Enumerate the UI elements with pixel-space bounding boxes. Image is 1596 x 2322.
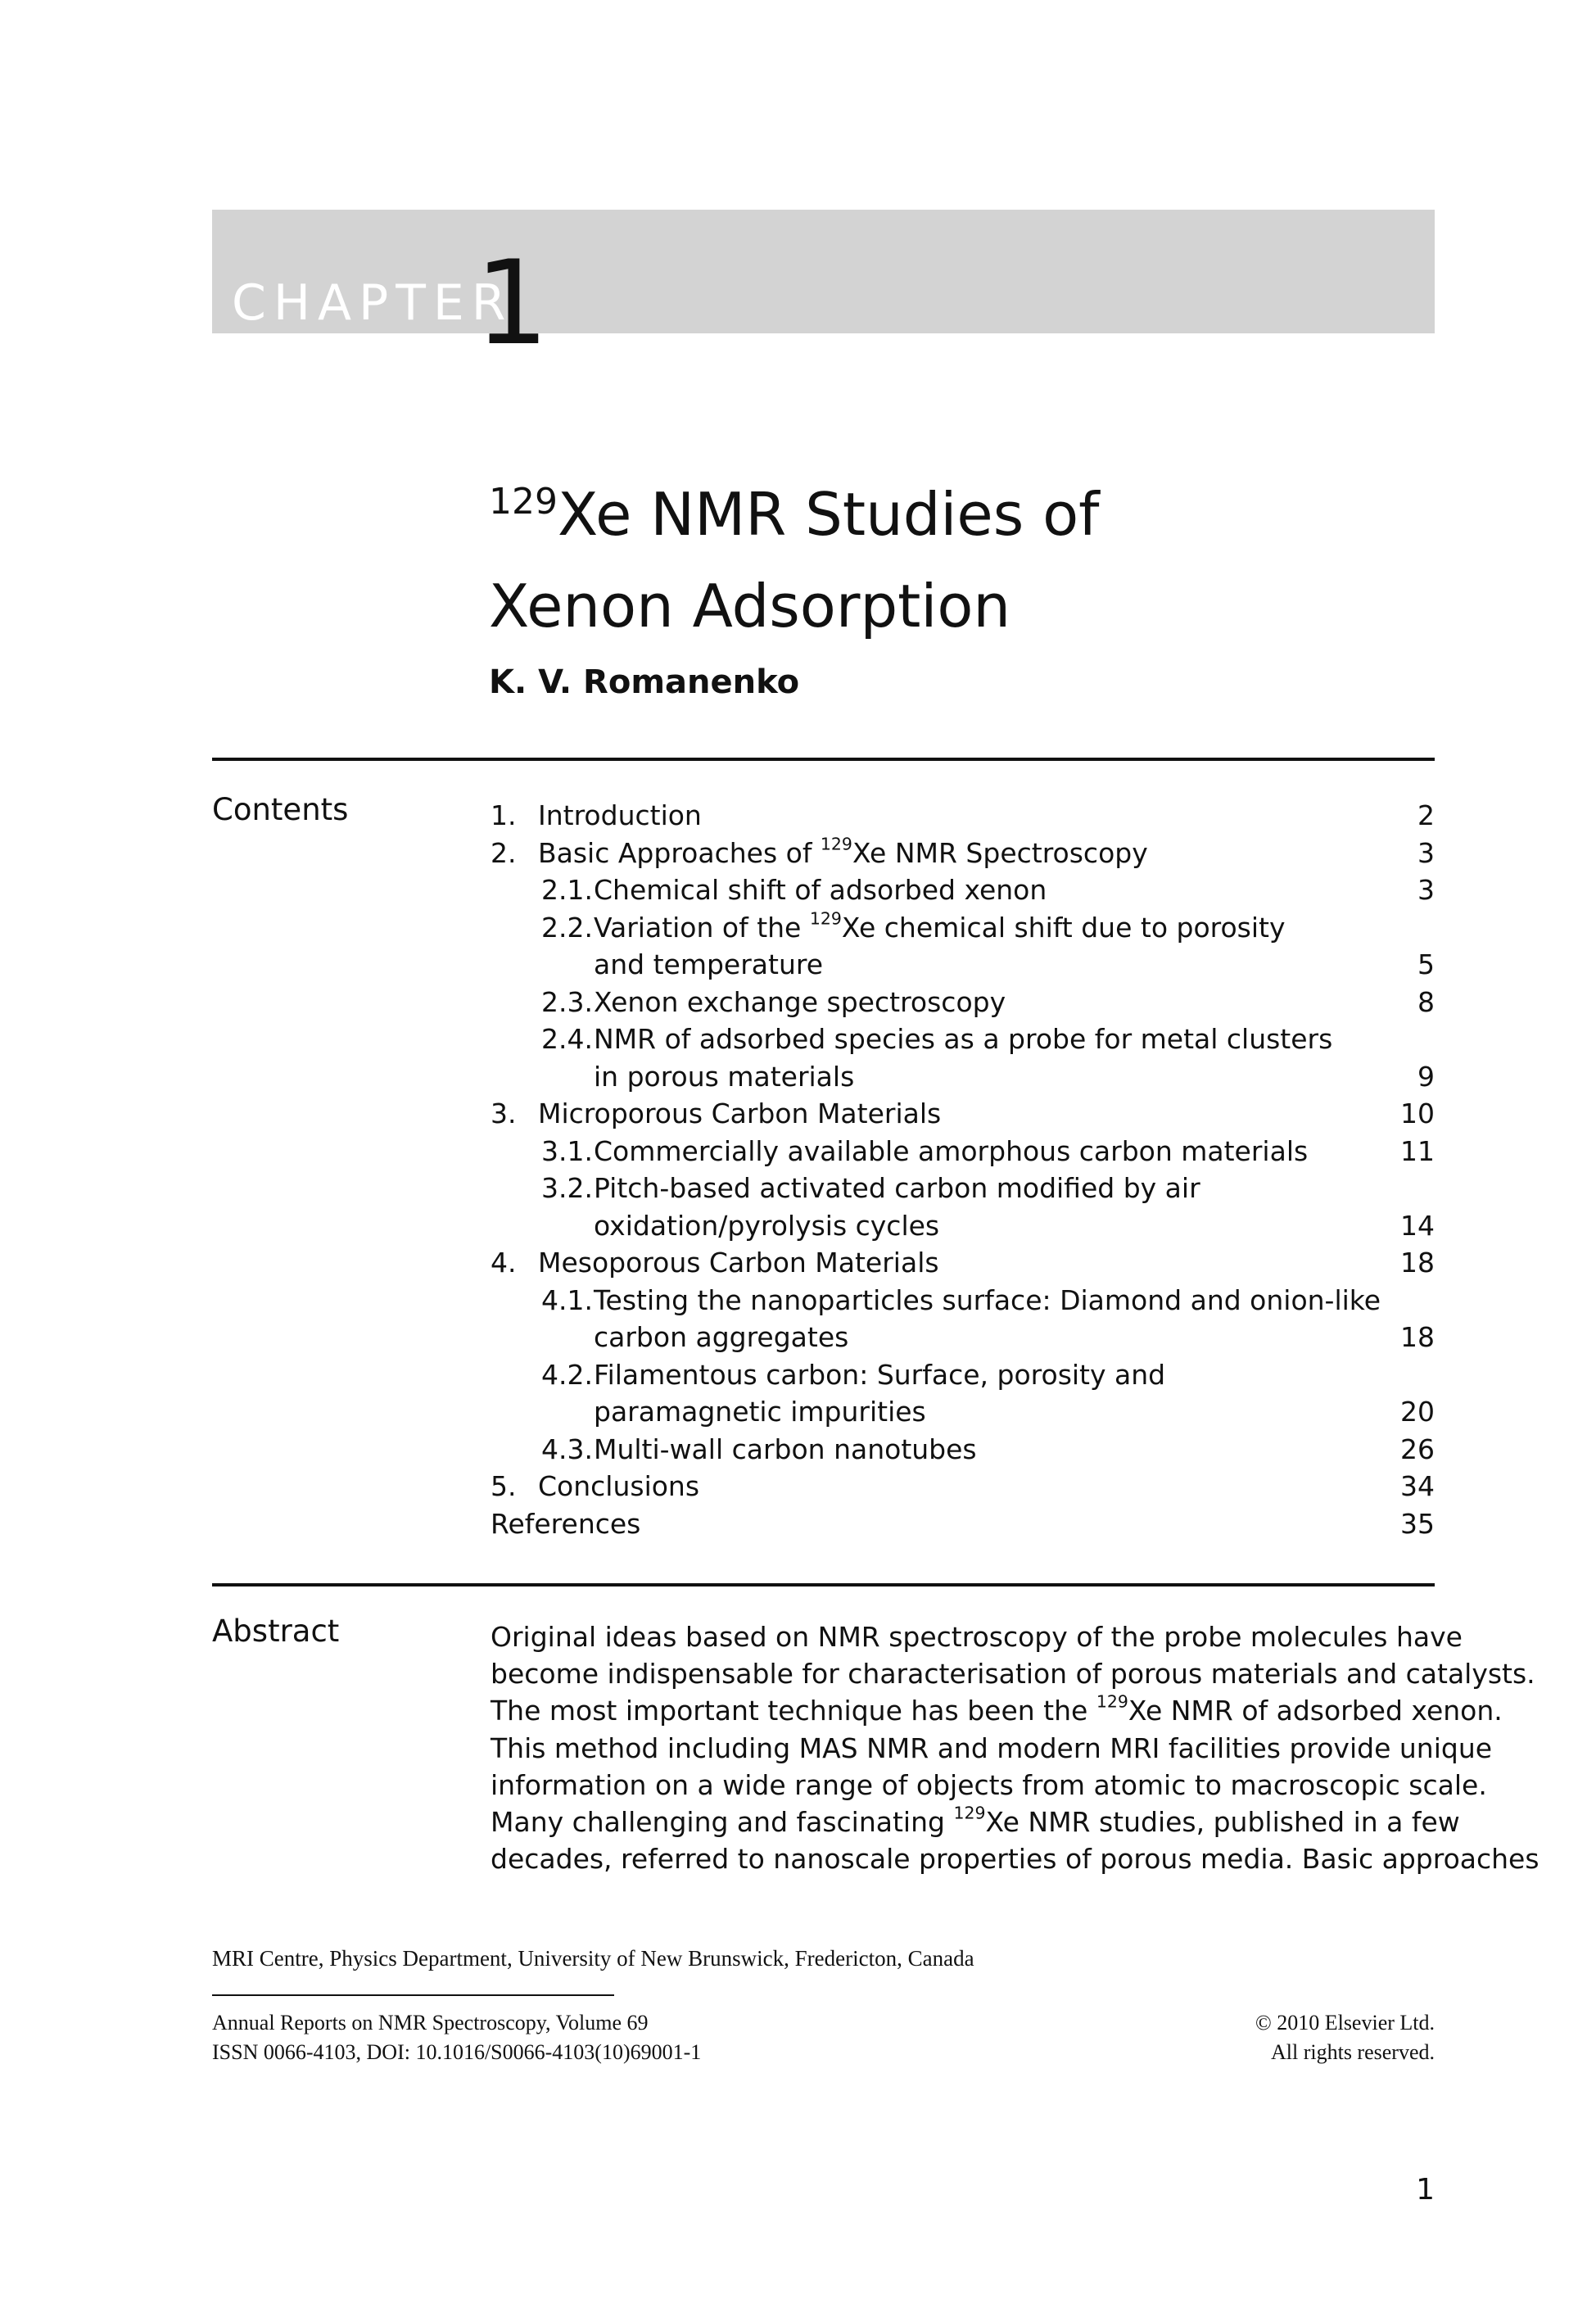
isotope-superscript: 129 [953, 1803, 986, 1823]
toc-entry-title: NMR of adsorbed species as a probe for metal clusters [594, 1023, 1333, 1055]
toc-entry-page: 35 [1400, 1507, 1435, 1540]
toc-entry-page: 3 [1417, 874, 1435, 906]
copyright-info [1255, 2008, 1435, 2067]
rights-notice: All rights reserved. [1270, 2040, 1435, 2064]
toc-entry[interactable] [491, 1021, 1435, 1058]
toc-entry-title [538, 835, 1148, 872]
abstract-label: Abstract [212, 1614, 340, 1649]
toc-entry[interactable] [491, 1468, 1435, 1505]
abstract-body [491, 1618, 1539, 1877]
toc-entry-title: Microporous Carbon Materials [538, 1098, 942, 1129]
abstract-line-part: The most important technique has been the [491, 1695, 1096, 1727]
title-line-1 [489, 468, 1100, 560]
title-line-1-text: Xe NMR Studies of [557, 480, 1100, 549]
toc-entry-number: 3.2. [541, 1172, 593, 1204]
abstract-line-part: Xe NMR studies, published in a few [985, 1806, 1460, 1839]
toc-entry-page: 2 [1417, 799, 1435, 831]
abstract-line-part: Many challenging and fascinating [491, 1806, 954, 1839]
toc-entry-title-continued: carbon aggregates [594, 1321, 849, 1353]
toc-entry-title-continued: paramagnetic impurities [594, 1396, 926, 1428]
toc-entry-number: 2.1. [541, 874, 593, 906]
issn-doi: ISSN 0066-4103, DOI: 10.1016/S0066-4103(10)69001-1 [212, 2040, 702, 2064]
toc-entry-page: 18 [1400, 1321, 1435, 1353]
toc-entry-number: 2.3. [541, 985, 593, 1018]
toc-entry-title: Introduction [538, 799, 702, 831]
toc-entry-title-part: Basic Approaches of [538, 836, 821, 869]
toc-entry-page: 11 [1400, 1134, 1435, 1167]
toc-entry-title: Mesoporous Carbon Materials [538, 1247, 939, 1279]
toc-entry-title: Commercially available amorphous carbon materials [594, 1134, 1309, 1167]
toc-entry-page: 18 [1400, 1247, 1435, 1279]
toc-entry-page: 3 [1417, 836, 1435, 869]
table-of-contents [491, 797, 1435, 1542]
toc-entry-page: 34 [1400, 1470, 1435, 1502]
toc-entry-continuation[interactable] [491, 1393, 1435, 1431]
contents-top-rule [212, 758, 1435, 761]
toc-entry-title-part: Variation of the [594, 911, 810, 944]
toc-entry[interactable] [491, 1282, 1435, 1319]
chapter-title [489, 468, 1100, 652]
toc-entry-title-continued: oxidation/pyrolysis cycles [594, 1209, 940, 1242]
abstract-line: Original ideas based on NMR spectroscopy of the probe molecules have [491, 1621, 1463, 1653]
toc-entry-number: 5. [491, 1470, 517, 1502]
toc-entry[interactable] [491, 871, 1435, 909]
toc-entry-number: 4. [491, 1247, 517, 1279]
toc-entry-title: Filamentous carbon: Surface, porosity and [594, 1358, 1166, 1391]
toc-entry[interactable] [491, 984, 1435, 1021]
footnote-rule [212, 1994, 614, 1996]
toc-entry-number: 2.4. [541, 1023, 593, 1055]
chapter-number: 1 [475, 236, 549, 371]
toc-entry-continuation[interactable] [491, 946, 1435, 984]
toc-entry[interactable] [491, 1170, 1435, 1207]
toc-entry-title: Pitch-based activated carbon modified by air [594, 1172, 1200, 1204]
toc-entry-number: 4.3. [541, 1433, 593, 1465]
toc-entry-number: 3. [491, 1098, 517, 1129]
toc-entry[interactable] [491, 1505, 1435, 1543]
abstract-line: decades, referred to nanoscale properties of porous media. Basic approaches [491, 1843, 1539, 1876]
toc-entry-continuation[interactable] [491, 1207, 1435, 1245]
title-line-2: Xenon Adsorption [489, 572, 1011, 640]
abstract-line: This method including MAS NMR and modern MRI facilities provide unique [491, 1731, 1493, 1764]
toc-entry-page: 26 [1400, 1433, 1435, 1465]
contents-label: Contents [212, 792, 349, 827]
isotope-superscript: 129 [820, 834, 852, 854]
abstract-line [491, 1692, 1503, 1729]
author-affiliation: MRI Centre, Physics Department, University of New Brunswick, Fredericton, Canada [212, 1946, 974, 1971]
abstract-line [491, 1803, 1460, 1840]
toc-entry-continuation[interactable] [491, 1058, 1435, 1096]
toc-entry[interactable] [491, 1431, 1435, 1469]
toc-entry-title-continued: and temperature [594, 948, 824, 980]
toc-entry-title-part: Xe NMR Spectroscopy [852, 836, 1148, 869]
toc-entry-page: 20 [1400, 1396, 1435, 1428]
toc-entry-page: 10 [1400, 1098, 1435, 1129]
publication-info [212, 2008, 701, 2067]
toc-entry-page: 8 [1417, 985, 1435, 1018]
title-isotope-superscript: 129 [489, 481, 558, 523]
toc-entry-title: References [491, 1507, 641, 1540]
toc-entry-number: 3.1. [541, 1134, 593, 1167]
journal-volume: Annual Reports on NMR Spectroscopy, Volume 69 [212, 2011, 649, 2035]
abstract-line: become indispensable for characterisation of porous materials and catalysts. [491, 1658, 1535, 1691]
toc-entry-title: Testing the nanoparticles surface: Diamond and onion-like [594, 1283, 1381, 1316]
toc-entry[interactable] [491, 1095, 1435, 1133]
toc-entry-title-part: Xe chemical shift due to porosity [841, 911, 1286, 944]
toc-entry-number: 4.2. [541, 1358, 593, 1391]
toc-entry-title [594, 909, 1286, 947]
toc-entry[interactable] [491, 1356, 1435, 1394]
toc-entry[interactable] [491, 1244, 1435, 1282]
toc-entry-continuation[interactable] [491, 1319, 1435, 1356]
toc-entry-title: Xenon exchange spectroscopy [594, 985, 1006, 1018]
toc-entry-page: 9 [1417, 1060, 1435, 1093]
toc-entry-number: 2. [491, 836, 517, 869]
toc-entry[interactable] [491, 797, 1435, 835]
abstract-line: information on a wide range of objects from atomic to macroscopic scale. [491, 1768, 1487, 1801]
chapter-label: CHAPTER [232, 274, 513, 332]
abstract-line-part: Xe NMR of adsorbed xenon. [1128, 1695, 1503, 1727]
toc-entry-title-continued: in porous materials [594, 1060, 855, 1093]
toc-entry[interactable] [491, 835, 1435, 872]
toc-entry-title: Multi-wall carbon nanotubes [594, 1433, 977, 1465]
isotope-superscript: 129 [809, 908, 842, 929]
page-number: 1 [1416, 2173, 1435, 2207]
toc-entry-title: Chemical shift of adsorbed xenon [594, 874, 1047, 906]
toc-entry-page: 5 [1417, 948, 1435, 980]
toc-entry-page: 14 [1400, 1209, 1435, 1242]
toc-entry-number: 4.1. [541, 1283, 593, 1316]
isotope-superscript: 129 [1096, 1692, 1128, 1713]
toc-entry-number: 2.2. [541, 911, 593, 944]
copyright-notice: © 2010 Elsevier Ltd. [1255, 2011, 1435, 2035]
author-name: K. V. Romanenko [489, 663, 800, 701]
toc-entry[interactable] [491, 1133, 1435, 1170]
toc-entry-title: Conclusions [538, 1470, 700, 1502]
toc-entry[interactable] [491, 909, 1435, 947]
toc-entry-number: 1. [491, 799, 517, 831]
abstract-top-rule [212, 1583, 1435, 1586]
